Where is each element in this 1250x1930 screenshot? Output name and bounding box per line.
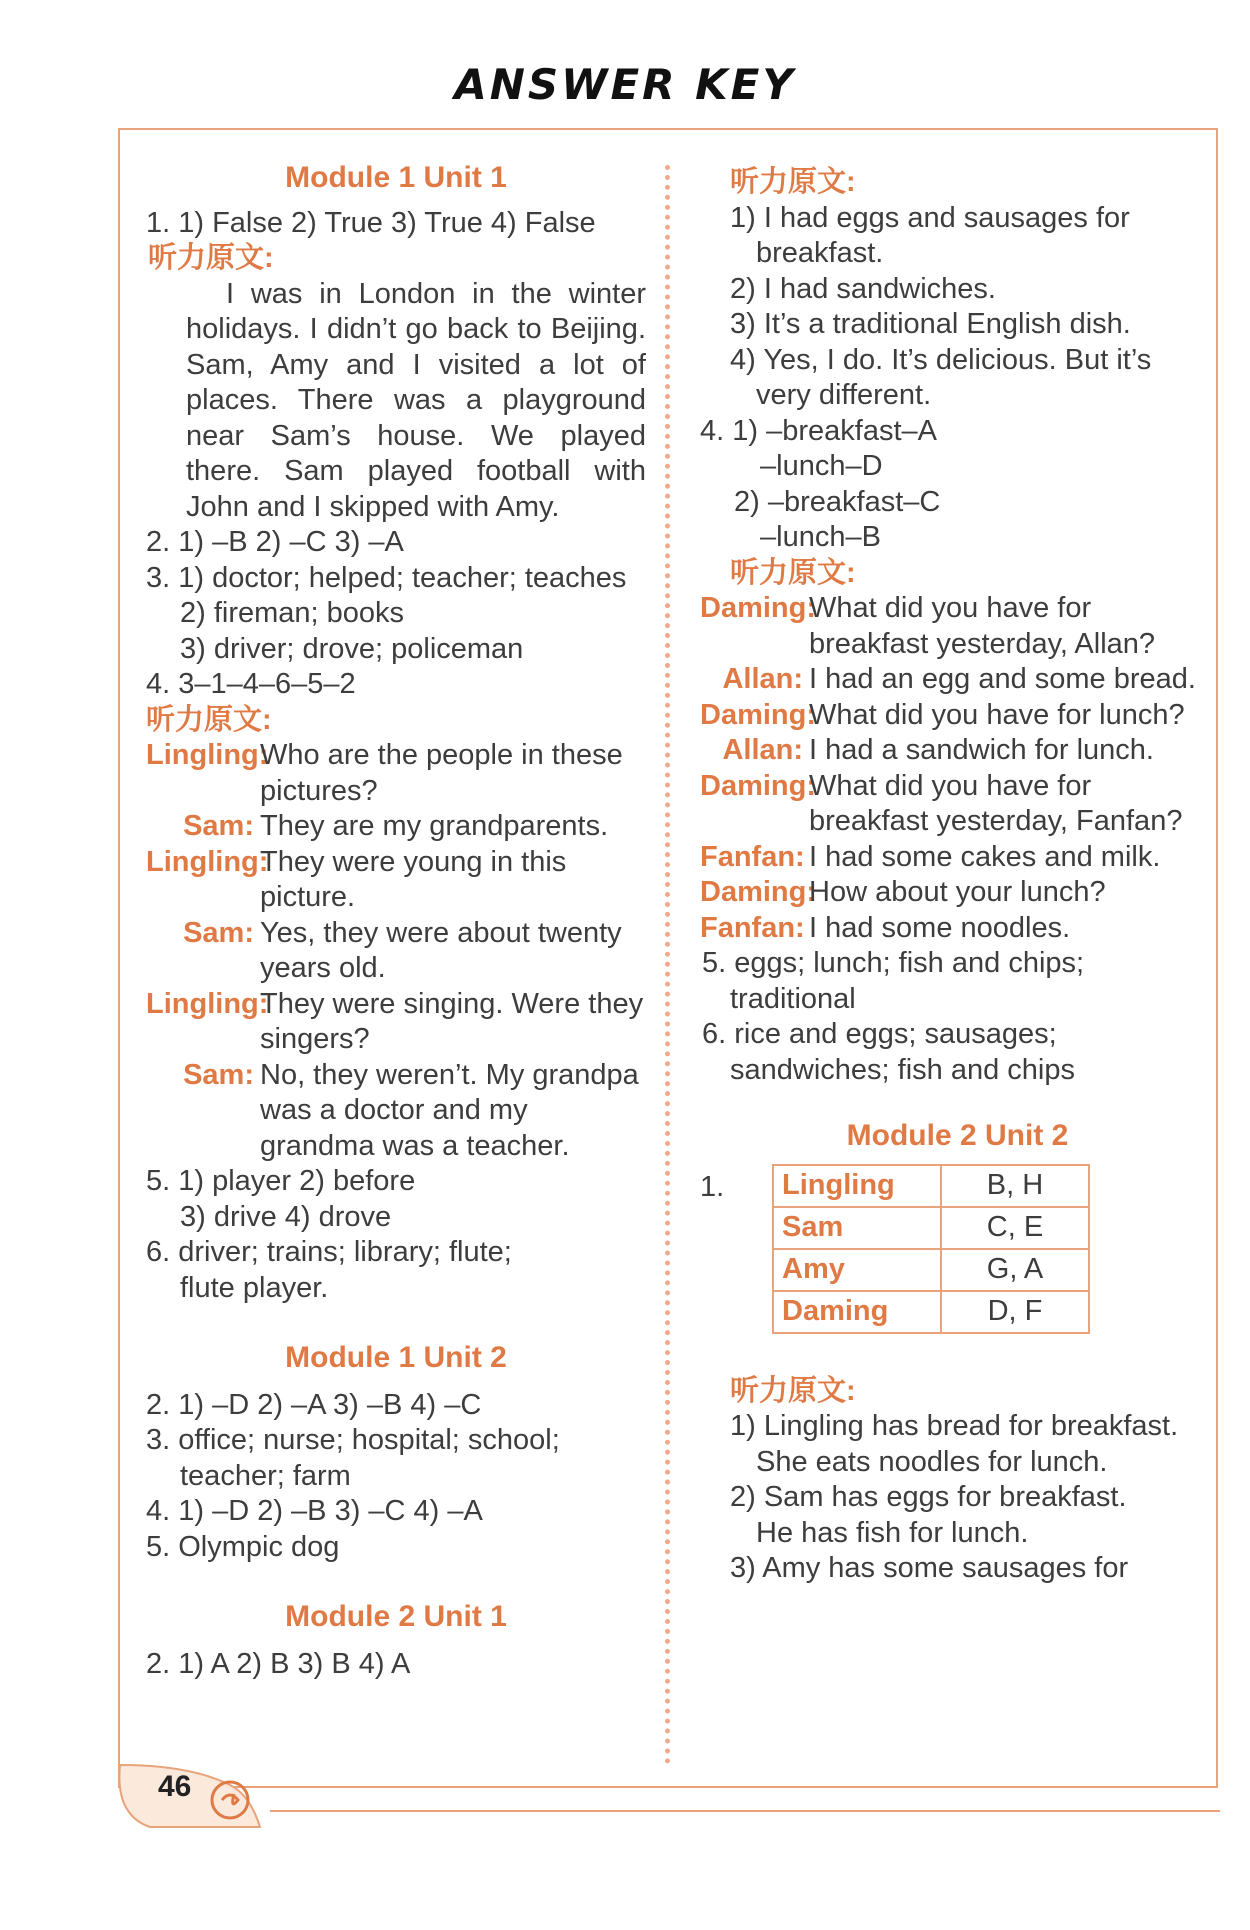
- answer-q5-1: 5. 1) player 2) before: [146, 1165, 416, 1197]
- answer-q4-1: 4. 1) –breakfast–A: [700, 414, 937, 447]
- m1u2-q2: 2. 1) –D 2) –A 3) –B 4) –C: [146, 1388, 482, 1421]
- table-row: [773, 1207, 1089, 1249]
- text-line: 1) Lingling has bread for breakfast.: [730, 1410, 1179, 1442]
- dialog-line: [146, 987, 646, 1058]
- dialog-text: They were singing. Were they singers?: [260, 987, 644, 1055]
- dialog-line: [146, 845, 646, 916]
- speaker-name: Lingling:: [146, 845, 269, 878]
- dialog-text: They are my grandparents.: [260, 810, 609, 842]
- dialog-line: [700, 875, 1215, 911]
- speaker-name: Sam:: [183, 1058, 254, 1091]
- dialog-line: [700, 662, 1215, 698]
- dialog-line: [146, 809, 646, 845]
- speaker-name: Allan:: [722, 734, 803, 766]
- m2u1-q2: 2. 1) A 2) B 3) B 4) A: [146, 1647, 411, 1680]
- answer-q6-1: 6. driver; trains; library; flute;: [146, 1236, 512, 1268]
- dialog-text: How about your lunch?: [809, 876, 1106, 908]
- listening-label: 听力原文:: [730, 556, 856, 589]
- text-line: 3) Amy has some sausages for: [730, 1552, 1129, 1584]
- dialog-text: They were young in this picture.: [260, 845, 567, 913]
- dialog-line: [146, 916, 646, 987]
- answer-q3-3: 3) driver; drove; policeman: [180, 632, 524, 665]
- text-line: 3) It’s a traditional English dish.: [730, 308, 1131, 340]
- section-heading-m2u1: Module 2 Unit 1: [285, 1600, 507, 1633]
- dialog-text: I had an egg and some bread.: [809, 663, 1196, 695]
- section-heading-m2u2: Module 2 Unit 2: [846, 1119, 1069, 1152]
- column-divider: [665, 165, 670, 1765]
- answer-cell: B, H: [941, 1165, 1089, 1207]
- student-name-cell: Daming: [773, 1291, 941, 1333]
- student-name-cell: Sam: [773, 1207, 941, 1249]
- speaker-name: Sam:: [183, 916, 254, 949]
- dialog-text: What did you have for lunch?: [809, 698, 1185, 731]
- section-heading-m1u1: Module 1 Unit 1: [285, 161, 507, 194]
- answer-q2: 2. 1) –B 2) –C 3) –A: [146, 526, 404, 558]
- listening-label: 听力原文:: [730, 1374, 856, 1407]
- dialog-text: Yes, they were about twenty years old.: [260, 916, 622, 984]
- speaker-name: Daming:: [700, 876, 816, 908]
- right-column: [700, 165, 1215, 1587]
- listening-text: I was in London in the winter holidays. I didn’t go back to Beijing. Sam, Amy and I visited a lot of places. There was a playground near Sam’s house. We played there. Sam played football with John and I skipped with Amy.: [186, 277, 646, 523]
- table-row: [773, 1165, 1089, 1207]
- table-row: [773, 1249, 1089, 1291]
- table-row: [773, 1291, 1089, 1333]
- speaker-name: Daming:: [700, 698, 816, 731]
- answer-cell: G, A: [941, 1249, 1089, 1291]
- dialog-line: [700, 769, 1215, 840]
- answer-q3-1: 3. 1) doctor; helped; teacher; teaches: [146, 561, 627, 594]
- listening-lines-m2u2: [700, 1409, 1215, 1587]
- section-heading-m1u2: Module 1 Unit 2: [285, 1341, 507, 1374]
- text-line: breakfast.: [756, 237, 884, 269]
- answer-cell: D, F: [941, 1291, 1089, 1333]
- dialog-text: What did you have for breakfast yesterday, Fanfan?: [809, 769, 1183, 837]
- speaker-name: Allan:: [722, 663, 803, 695]
- dialog-line: [700, 733, 1215, 769]
- answer-table: [772, 1164, 1090, 1334]
- text-line: 1) I had eggs and sausages for: [730, 201, 1130, 234]
- footer-rule: [270, 1810, 1220, 1812]
- speaker-name: Fanfan:: [700, 911, 805, 944]
- listening-label: 听力原文:: [146, 703, 272, 736]
- student-name-cell: Amy: [773, 1249, 941, 1291]
- answer-q4: 4. 3–1–4–6–5–2: [146, 668, 356, 700]
- answer-q4-2b: –lunch–B: [760, 521, 881, 553]
- student-name-cell: Lingling: [773, 1165, 941, 1207]
- answer-q1: 1. 1) False 2) True 3) True 4) False: [146, 206, 596, 239]
- listening-label: 听力原文:: [730, 166, 856, 198]
- speaker-name: Daming:: [700, 592, 816, 624]
- listening-label: 听力原文:: [148, 242, 274, 274]
- answer-q6-1: 6. rice and eggs; sausages;: [702, 1018, 1057, 1050]
- dialog-line: [700, 591, 1215, 662]
- text-line: 2) Sam has eggs for breakfast.: [730, 1481, 1127, 1513]
- m1u2-q3-1: 3. office; nurse; hospital; school;: [146, 1424, 560, 1456]
- text-line: She eats noodles for lunch.: [756, 1445, 1108, 1478]
- page-number: 46: [158, 1770, 192, 1803]
- answer-q6-2: sandwiches; fish and chips: [730, 1053, 1075, 1086]
- dialog-text: Who are the people in these pictures?: [260, 739, 623, 807]
- dialog-line: [700, 911, 1215, 947]
- dialog-line: [146, 1058, 646, 1165]
- answer-q5-2: traditional: [730, 982, 856, 1015]
- text-line: 2) I had sandwiches.: [730, 272, 996, 305]
- answer-cell: C, E: [941, 1207, 1089, 1249]
- dialog-line: [700, 698, 1215, 734]
- m1u2-q3-2: teacher; farm: [180, 1459, 351, 1492]
- answer-q4-1b: –lunch–D: [760, 450, 883, 482]
- dialog-text: I had some noodles.: [809, 911, 1071, 944]
- answer-table-row: 1. Lingling B, H Sam C, E Amy G, A Daming D, F: [700, 1164, 1215, 1334]
- listening-lines: [700, 201, 1215, 414]
- dialog-text: What did you have for breakfast yesterday, Allan?: [809, 592, 1156, 660]
- dialog-text: I had some cakes and milk.: [809, 840, 1161, 873]
- m1u2-q4: 4. 1) –D 2) –B 3) –C 4) –A: [146, 1495, 483, 1527]
- text-line: 4) Yes, I do. It’s delicious. But it’s: [730, 343, 1152, 376]
- dialog-m1u1: [146, 738, 646, 1164]
- answer-q3-2: 2) fireman; books: [180, 597, 405, 629]
- left-column: [146, 160, 646, 1682]
- speaker-name: Daming:: [700, 769, 816, 802]
- page-title: ANSWER KEY: [454, 60, 796, 109]
- speaker-name: Sam:: [183, 810, 254, 842]
- dialog-line: [700, 840, 1215, 876]
- dialog-m2u1: [700, 591, 1215, 946]
- text-line: very different.: [756, 379, 932, 411]
- speaker-name: Fanfan:: [700, 840, 805, 873]
- answer-q5-2: 3) drive 4) drove: [180, 1200, 392, 1233]
- speaker-name: Lingling:: [146, 987, 269, 1020]
- dialog-line: [146, 738, 646, 809]
- answer-q5-1: 5. eggs; lunch; fish and chips;: [702, 947, 1085, 979]
- dialog-text: I had a sandwich for lunch.: [809, 734, 1154, 766]
- answer-q6-2: flute player.: [180, 1271, 329, 1304]
- m1u2-q5: 5. Olympic dog: [146, 1530, 340, 1563]
- dialog-text: No, they weren’t. My grandpa was a doctor and my grandma was a teacher.: [260, 1058, 639, 1162]
- speaker-name: Lingling:: [146, 739, 269, 771]
- answer-q4-2: 2) –breakfast–C: [734, 485, 941, 518]
- text-line: He has fish for lunch.: [756, 1516, 1029, 1549]
